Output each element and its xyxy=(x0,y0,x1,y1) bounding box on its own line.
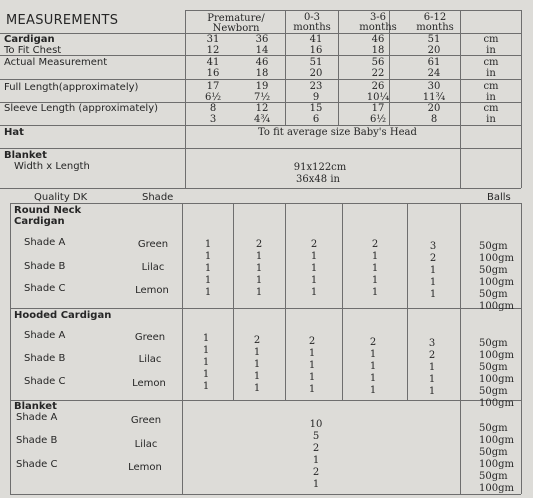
count: 1 xyxy=(255,251,263,262)
ball-weight: 50gm xyxy=(479,265,508,276)
shade-name: Shade B xyxy=(16,435,58,446)
unit: cm xyxy=(483,57,499,68)
count: 1 xyxy=(202,333,210,344)
ball-weight: 50gm xyxy=(479,338,508,349)
cell: 10¼ xyxy=(366,92,390,103)
size-header: Newborn xyxy=(212,23,260,34)
unit: in xyxy=(486,114,496,125)
shade-name: Shade A xyxy=(16,412,58,423)
cell: 36 xyxy=(255,34,269,45)
size-header: months xyxy=(416,22,454,33)
cell: 9 xyxy=(312,92,320,103)
shade-color: Green xyxy=(137,239,169,250)
unit: in xyxy=(486,68,496,79)
rule xyxy=(185,10,186,188)
cell: 4¾ xyxy=(253,114,271,125)
rule xyxy=(0,79,521,80)
count: 1 xyxy=(308,384,316,395)
cell: 51 xyxy=(427,34,441,45)
cell: 22 xyxy=(371,68,385,79)
count: 1 xyxy=(253,359,261,370)
cell: 17 xyxy=(371,103,385,114)
rule xyxy=(285,10,286,125)
cell: 19 xyxy=(255,81,269,92)
count: 2 xyxy=(312,443,320,454)
count: 1 xyxy=(204,251,212,262)
blanket-label: Blanket xyxy=(4,150,47,161)
section-title: Round Neck xyxy=(14,205,82,216)
count: 2 xyxy=(312,467,320,478)
count: 2 xyxy=(369,337,377,348)
count: 5 xyxy=(312,431,320,442)
count: 1 xyxy=(308,348,316,359)
count: 1 xyxy=(308,372,316,383)
section-title: Hooded Cardigan xyxy=(14,310,112,321)
count: 3 xyxy=(429,241,437,252)
cell: 16 xyxy=(309,45,323,56)
rule xyxy=(10,308,521,309)
size-header: 6-12 xyxy=(423,12,447,23)
blanket-size: 91x122cm xyxy=(293,162,347,173)
count: 1 xyxy=(369,385,377,396)
cell: 12 xyxy=(206,45,220,56)
count: 1 xyxy=(202,369,210,380)
row-label: Actual Measurement xyxy=(4,57,108,68)
cell: 15 xyxy=(309,103,323,114)
rule xyxy=(285,203,286,400)
ball-weight: 100gm xyxy=(479,483,514,494)
count: 1 xyxy=(255,287,263,298)
count: 1 xyxy=(312,479,320,490)
cell: 24 xyxy=(427,68,441,79)
cell: 61 xyxy=(427,57,441,68)
section-title: Cardigan xyxy=(14,216,65,227)
count: 1 xyxy=(253,383,261,394)
count: 1 xyxy=(371,251,379,262)
shade-name: Shade A xyxy=(24,330,66,341)
shade-color: Lemon xyxy=(128,462,162,473)
shade-name: Shade B xyxy=(24,261,66,272)
rule xyxy=(10,203,521,204)
row-label: Sleeve Length (approximately) xyxy=(4,103,159,114)
count: 2 xyxy=(255,239,263,250)
rule xyxy=(460,203,461,494)
cell: 14 xyxy=(255,45,269,56)
rule xyxy=(10,494,521,495)
rule xyxy=(0,188,521,189)
count: 2 xyxy=(308,336,316,347)
rule xyxy=(233,203,234,400)
shade-name: Shade C xyxy=(16,459,58,470)
blanket-size: 36x48 in xyxy=(296,174,340,185)
cell: 46 xyxy=(255,57,269,68)
row-label: Full Length(approximately) xyxy=(4,82,139,93)
cell: 6 xyxy=(312,114,320,125)
cell: 30 xyxy=(427,81,441,92)
count: 1 xyxy=(429,265,437,276)
shade-color: Green xyxy=(134,332,166,343)
count: 1 xyxy=(429,289,437,300)
cell: 8 xyxy=(209,103,217,114)
cell: 26 xyxy=(371,81,385,92)
unit: in xyxy=(486,92,496,103)
shade-name: Shade A xyxy=(24,237,66,248)
count: 1 xyxy=(428,386,436,397)
cell: 56 xyxy=(371,57,385,68)
cell: 20 xyxy=(309,68,323,79)
count: 10 xyxy=(309,419,323,430)
cell: 6½ xyxy=(369,114,387,125)
count: 1 xyxy=(253,371,261,382)
count: 2 xyxy=(253,335,261,346)
size-header: Premature/ xyxy=(207,13,265,24)
count: 1 xyxy=(369,361,377,372)
rule xyxy=(338,10,339,125)
rule xyxy=(342,203,343,400)
ball-weight: 100gm xyxy=(479,398,514,409)
count: 1 xyxy=(312,455,320,466)
measurements-title: MEASUREMENTS xyxy=(6,13,119,28)
hat-label: Hat xyxy=(4,127,24,138)
shade-color: Lemon xyxy=(132,378,166,389)
cell: 41 xyxy=(309,34,323,45)
ball-weight: 50gm xyxy=(479,362,508,373)
rule xyxy=(521,203,522,494)
shade-name: Shade B xyxy=(24,353,66,364)
rule xyxy=(460,10,461,188)
count: 1 xyxy=(310,251,318,262)
shade-color: Green xyxy=(130,415,162,426)
quality-label: Quality DK xyxy=(34,192,88,203)
size-header: 3-6 xyxy=(369,12,387,23)
count: 2 xyxy=(371,239,379,250)
cell: 3 xyxy=(209,114,217,125)
cell: 17 xyxy=(206,81,220,92)
cell: 46 xyxy=(371,34,385,45)
row-label: Cardigan xyxy=(4,34,55,45)
rule xyxy=(185,10,521,11)
cell: 23 xyxy=(309,81,323,92)
shade-header: Shade xyxy=(142,192,174,203)
count: 2 xyxy=(310,239,318,250)
count: 1 xyxy=(204,263,212,274)
count: 1 xyxy=(202,357,210,368)
count: 1 xyxy=(371,275,379,286)
count: 1 xyxy=(204,239,212,250)
rule xyxy=(10,400,521,401)
ball-weight: 100gm xyxy=(479,459,514,470)
count: 1 xyxy=(371,263,379,274)
count: 1 xyxy=(202,345,210,356)
ball-weight: 50gm xyxy=(479,289,508,300)
ball-weight: 100gm xyxy=(479,350,514,361)
size-header: 0-3 xyxy=(303,12,321,23)
cell: 6½ xyxy=(204,92,222,103)
count: 2 xyxy=(428,350,436,361)
cell: 7½ xyxy=(253,92,271,103)
ball-weight: 100gm xyxy=(479,277,514,288)
ball-weight: 50gm xyxy=(479,241,508,252)
cell: 41 xyxy=(206,57,220,68)
ball-weight: 50gm xyxy=(479,447,508,458)
rule xyxy=(407,203,408,400)
rule xyxy=(182,203,183,494)
ball-weight: 50gm xyxy=(479,471,508,482)
count: 1 xyxy=(429,277,437,288)
count: 1 xyxy=(255,263,263,274)
count: 1 xyxy=(369,349,377,360)
count: 1 xyxy=(204,275,212,286)
count: 1 xyxy=(371,287,379,298)
ball-weight: 100gm xyxy=(479,374,514,385)
unit: cm xyxy=(483,103,499,114)
count: 1 xyxy=(255,275,263,286)
shade-color: Lemon xyxy=(135,285,169,296)
ball-weight: 50gm xyxy=(479,423,508,434)
cell: 8 xyxy=(430,114,438,125)
ball-weight: 100gm xyxy=(479,435,514,446)
count: 1 xyxy=(253,347,261,358)
count: 1 xyxy=(369,373,377,384)
hat-text: To fit average size Baby's Head xyxy=(258,127,417,138)
count: 1 xyxy=(308,360,316,371)
shade-name: Shade C xyxy=(24,376,66,387)
count: 1 xyxy=(428,374,436,385)
count: 1 xyxy=(310,275,318,286)
rule xyxy=(0,125,521,126)
row-sublabel: To Fit Chest xyxy=(4,45,62,56)
shade-color: Lilac xyxy=(138,354,162,365)
cell: 51 xyxy=(309,57,323,68)
section-title: Blanket xyxy=(14,401,57,412)
unit: cm xyxy=(483,34,499,45)
count: 1 xyxy=(202,381,210,392)
size-header: months xyxy=(293,22,331,33)
shade-color: Lilac xyxy=(134,439,158,450)
balls-header: Balls xyxy=(487,192,511,203)
shade-name: Shade C xyxy=(24,283,66,294)
cell: 31 xyxy=(206,34,220,45)
unit: in xyxy=(486,45,496,56)
cell: 11¾ xyxy=(422,92,446,103)
rule xyxy=(0,148,521,149)
rule xyxy=(10,203,11,494)
count: 1 xyxy=(428,362,436,373)
shade-color: Lilac xyxy=(141,262,165,273)
cell: 18 xyxy=(255,68,269,79)
ball-weight: 100gm xyxy=(479,301,514,312)
ball-weight: 50gm xyxy=(479,386,508,397)
count: 3 xyxy=(428,338,436,349)
cell: 18 xyxy=(371,45,385,56)
count: 1 xyxy=(204,287,212,298)
cell: 16 xyxy=(206,68,220,79)
rule xyxy=(521,10,522,188)
count: 2 xyxy=(429,253,437,264)
blanket-sublabel: Width x Length xyxy=(14,161,90,172)
cell: 20 xyxy=(427,103,441,114)
cell: 12 xyxy=(255,103,269,114)
unit: cm xyxy=(483,81,499,92)
size-header: months xyxy=(359,22,397,33)
count: 1 xyxy=(310,263,318,274)
count: 1 xyxy=(310,287,318,298)
cell: 20 xyxy=(427,45,441,56)
ball-weight: 100gm xyxy=(479,253,514,264)
